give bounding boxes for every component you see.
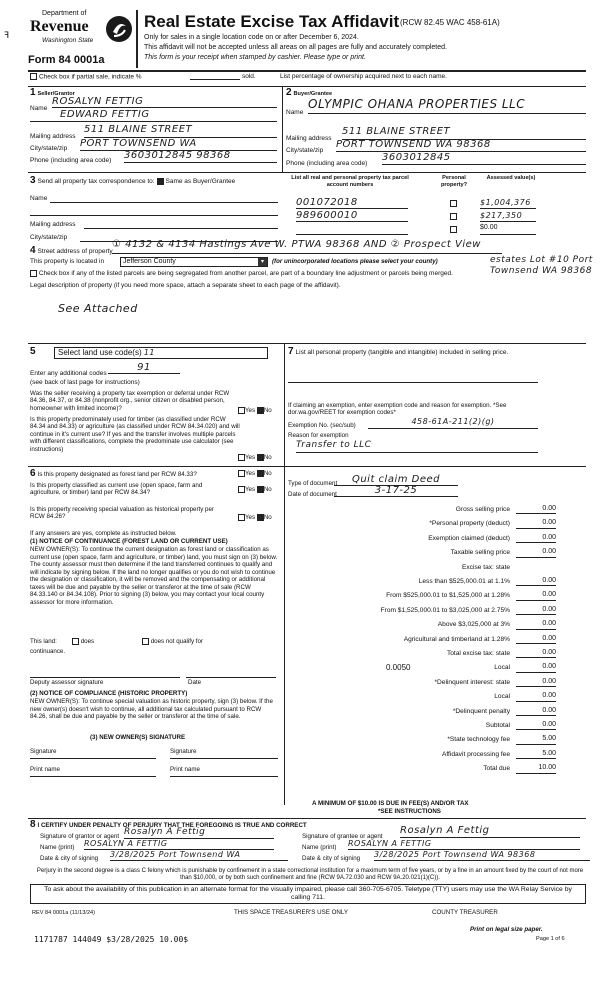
buyer-phone-label: Phone (including area code) — [286, 160, 368, 167]
local-rate: 0.0050 — [386, 663, 411, 673]
section-5-number: 5 — [30, 346, 36, 357]
owner-sig-label-2: Signature — [170, 748, 197, 755]
calc-label: Subtotal — [485, 722, 510, 729]
grantor-date-city[interactable]: 3/28/2025 Port Townsend WA — [110, 850, 288, 861]
section-7-number: 7 — [288, 346, 294, 357]
same-as-buyer-label: Same as Buyer/Grantee — [165, 178, 236, 185]
timber-no-label: No — [263, 454, 272, 462]
legal-paper-note: Print on legal size paper. — [470, 926, 543, 933]
calc-label: Total due — [483, 765, 510, 773]
corr-mailing-field[interactable] — [84, 228, 278, 229]
calc-label: Affidavit processing fee — [441, 750, 510, 758]
timber-yes-checkbox[interactable] — [238, 454, 245, 461]
ownership-note: List percentage of ownership acquired next to each name. — [280, 73, 447, 80]
does-not-checkbox[interactable] — [142, 638, 149, 645]
seller-city-label: City/state/zip — [30, 145, 68, 152]
header-divider — [136, 10, 138, 68]
grantor-name[interactable]: ROSALYN A FETTIG — [84, 839, 274, 850]
calc-amount[interactable]: 0.00 — [516, 606, 556, 615]
partial-sale-checkbox[interactable] — [30, 73, 37, 80]
col-divider-1 — [282, 86, 283, 172]
legal-description[interactable]: See Attached — [58, 302, 138, 315]
seller-name-1[interactable]: ROSALYN FETTIG — [52, 96, 277, 108]
calc-label: Agricultural and timberland at 1.28% — [403, 635, 510, 643]
located-label: This property is located in — [30, 258, 105, 265]
document-info — [288, 474, 586, 504]
seller-heading: Seller/Grantor — [37, 91, 75, 97]
doc-date-label: Date of document — [288, 491, 337, 498]
exemption-yes-no — [238, 407, 272, 415]
current-use-no-checkbox[interactable] — [257, 486, 264, 493]
current-use-yes-checkbox[interactable] — [238, 486, 245, 493]
dept-name: Revenue — [30, 18, 89, 35]
timber-yes-no — [238, 454, 272, 462]
parcel-number-3[interactable] — [296, 234, 408, 235]
historic-yes-no — [238, 514, 272, 522]
see-back-note: (see back of last page for instructions) — [30, 379, 140, 386]
calc-label: *Personal property (deduct) — [429, 520, 510, 528]
grantee-name-label: Name (print) — [302, 844, 337, 851]
deputy-signature-label: Deputy assessor signature — [30, 679, 104, 686]
parcel-table — [286, 175, 586, 247]
segregated-row — [30, 270, 500, 278]
county-treasurer-label: COUNTY TREASURER — [432, 909, 498, 916]
buyer-phone[interactable]: 3603012845 — [382, 152, 586, 165]
calc-label: Local — [494, 693, 510, 701]
owner-sig-line-2[interactable] — [170, 758, 278, 759]
calc-amount[interactable]: 0.00 — [516, 692, 556, 701]
revision-label: REV 84 0001a (11/13/24) — [32, 910, 96, 916]
revenue-swirl-icon — [104, 14, 134, 44]
additional-codes-label: Enter any additional codes — [30, 370, 107, 377]
land-use-select-value: 11 — [143, 348, 156, 357]
land-use-select[interactable] — [54, 347, 268, 359]
does-option — [72, 638, 94, 646]
street-address[interactable]: ① 4132 & 4134 Hastings Ave W. PTWA 98368 AND ② Prospect View — [112, 239, 502, 254]
calc-amount[interactable]: 0.00 — [516, 707, 556, 716]
forest-yes-no — [238, 470, 272, 478]
calc-label: From $1,525,000.01 to $3,025,000 at 2.75% — [380, 606, 510, 614]
page-number: Page 1 of 6 — [536, 936, 565, 942]
calc-amount[interactable]: 5.00 — [516, 735, 556, 744]
grantor-sig-label: Signature of grantor or agent — [40, 833, 120, 840]
calc-label: Gross selling price — [455, 506, 510, 513]
street-side-note: estates Lot #10 Port Townsend WA 98368 — [490, 255, 593, 277]
timber-yes-label: Yes — [245, 454, 256, 462]
parcel-number-1[interactable]: 001072018 — [296, 197, 408, 209]
personal-col-header: Personal property? — [440, 175, 468, 188]
calc-amount[interactable]: 10.00 — [516, 764, 556, 773]
does-not-option — [142, 638, 203, 646]
deputy-signature-line[interactable] — [30, 677, 180, 678]
calc-label: Excise tax: state — [461, 563, 510, 571]
seller-section — [30, 87, 278, 171]
calc-amount[interactable]: 0.00 — [516, 635, 556, 644]
calc-label: Exemption claimed (deduct) — [428, 534, 510, 542]
header-note-3: This form is your receipt when stamped by cashier. Please type or print. — [144, 54, 366, 61]
buyer-mailing[interactable]: 511 BLAINE STREET — [342, 126, 586, 140]
grantor-name-label: Name (print) — [40, 844, 75, 851]
segregated-label: Check box if any of the listed parcels are being segregated from another parcel, are part of a boundary line adjustment or parcels being merged. — [38, 270, 453, 278]
calc-amount[interactable]: 0.00 — [516, 663, 556, 672]
recording-stamp: 1171787 144049 $3/28/2025 10.00$ — [34, 935, 189, 944]
rule-5 — [28, 466, 586, 467]
rule-4 — [28, 343, 586, 344]
correspondence-section — [30, 175, 280, 247]
exemption-yes-label: Yes — [245, 407, 256, 415]
header-note-2: This affidavit will not be accepted unless all areas on all pages are fully and accurately completed. — [144, 44, 447, 51]
notice-1-title: (1) NOTICE OF CONTINUANCE (FOREST LAND OR CURRENT USE) — [30, 538, 228, 545]
legal-label: Legal description of property (if you need more space, attach a separate sheet to each page of the affidavit). — [30, 282, 341, 289]
rule-3 — [28, 172, 586, 173]
continuance-label: continuance. — [30, 648, 66, 655]
calc-label: Above $3,025,000 at 3% — [437, 621, 510, 629]
tax-calculation — [288, 506, 586, 776]
perjury-notice: Perjury in the second degree is a class C felony which is punishable by confinement in a state correctional institution for a maximum term of five years, or by a fine in an amount fixed by the court of not more than $10,000, or by both such confinement and fine (RCW 9A.72.030 and RCW 9A.20.021(1)(C)). — [36, 868, 584, 882]
new-owner-sig-title: (3) NEW OWNER(S) SIGNATURE — [90, 734, 186, 741]
form-number: Form 84 0001a — [28, 54, 105, 66]
exemption-no-field[interactable]: 458-61A-211(2)(g) — [368, 417, 538, 429]
historic-yes-label: Yes — [245, 514, 256, 522]
calc-amount[interactable]: 0.00 — [516, 649, 556, 658]
calc-amount[interactable]: 0.00 — [516, 505, 556, 514]
property-section — [30, 239, 593, 325]
exemption-no-label: Exemption No. (sec/sub) — [288, 422, 356, 429]
assessed-col-header: Assessed value(s) — [486, 175, 536, 181]
parcel-1-personal-checkbox[interactable] — [450, 200, 457, 207]
land-use-section — [30, 346, 282, 466]
street-label: Street address of property — [37, 248, 113, 255]
buyer-name[interactable]: OLYMPIC OHANA PROPERTIES LLC — [308, 97, 586, 114]
alternate-format-text: To ask about the availability of this publication in an alternate format for the visually impaired, please call 360-705-6705. Teletype (TTY) users may use the WA Relay Service by calling 711. — [44, 886, 572, 902]
corr-name-field[interactable] — [50, 202, 278, 203]
current-use-yes-no — [238, 486, 272, 494]
does-checkbox[interactable] — [72, 638, 79, 645]
segregated-checkbox[interactable] — [30, 270, 37, 277]
calc-amount[interactable]: 5.00 — [516, 750, 556, 759]
form-header — [18, 8, 588, 70]
exemption-no-label: No — [263, 407, 272, 415]
personal-property-section — [288, 346, 586, 466]
this-land-label: This land: — [30, 638, 57, 645]
header-rule — [28, 70, 586, 72]
current-use-question: Is this property classified as current use (open space, farm and agriculture, or timber) land per RCW 84.34? — [30, 482, 203, 497]
buyer-mailing-label: Mailing address — [286, 135, 332, 142]
forest-yes-label: Yes — [245, 470, 256, 478]
header-note-1: Only for sales in a single location code on or after December 6, 2024. — [144, 34, 359, 41]
historic-no-label: No — [263, 514, 272, 522]
additional-codes-field[interactable]: 91 — [108, 362, 180, 374]
seller-name-label: Name — [30, 105, 48, 112]
owner-print-label-2: Print name — [170, 766, 200, 773]
exemption-question: Was the seller receiving a property tax exemption or deferral under RCW 84.36, 84.37, or 84.38 (nonprofit org., senior citizen or disabled person, homeowner with limited income)? — [30, 390, 230, 412]
section-4-number: 4 — [30, 245, 36, 256]
notice-2-title: (2) NOTICE OF COMPLIANCE (HISTORIC PROPERTY) — [30, 690, 188, 697]
does-not-label: does not qualify for — [150, 638, 204, 646]
corr-extra-line[interactable] — [30, 215, 278, 216]
grantee-date-label: Date & city of signing — [302, 855, 361, 862]
correspondence-label: Send all property tax correspondence to: — [37, 178, 155, 185]
calc-label: From $525,000.01 to $1,525,000 at 1.28% — [386, 592, 510, 600]
does-label: does — [80, 638, 95, 646]
owner-print-line-2[interactable] — [170, 776, 278, 777]
timber-question: Is this property predominately used for timber (as classified under RCW 84.34 and 84.33) or agriculture (as classified under RCW 84.34.020) and will continue in it's current use? If yes and the transfer involves multiple parcels with different classifications, complete the predominate use calculator (see instructions) — [30, 416, 240, 453]
timber-no-checkbox[interactable] — [257, 454, 264, 461]
owner-print-line-1[interactable] — [30, 776, 156, 777]
calc-label: Taxable selling price — [450, 549, 510, 557]
corr-name-label: Name — [30, 195, 48, 202]
seller-city[interactable]: PORT TOWNSEND WA — [80, 138, 277, 151]
buyer-section — [286, 87, 586, 171]
state-name: Washington State — [42, 37, 94, 44]
forest-no-label: No — [263, 470, 272, 478]
calc-amount[interactable]: 0.00 — [516, 591, 556, 600]
exemption-reason-field[interactable]: Transfer to LLC — [296, 440, 538, 453]
certification-section — [30, 819, 590, 869]
historic-yes-checkbox[interactable] — [238, 514, 245, 521]
calc-amount[interactable]: 0.00 — [516, 534, 556, 543]
doc-date-field[interactable]: 3-17-25 — [334, 485, 458, 497]
notice-1-text: NEW OWNER(S): To continue the current designation as forest land or classification as current use (open space, farm and agriculture, or timber) land, you must sign on (3) below. The county assessor must then determine if the land transferred continues to qualify and will indicate by signing below. If the land no longer qualifies or you do not wish to continue the designation or classification, it will be removed and the compensating or additional taxes will be due and payable by the seller or transferor at the time of sale (RCW 84.33.140 or 84.34.108). Prior to signing (3) below, you may contact your local county assessor for more information. — [30, 546, 278, 606]
current-use-yes-label: Yes — [245, 486, 256, 494]
grantee-signature[interactable]: Rosalyn A Fettig — [400, 825, 580, 838]
calc-amount[interactable]: 0.00 — [516, 721, 556, 730]
corner-mark: ꟻ — [4, 30, 10, 40]
parcel-col-header: List all real and personal property tax parcel account numbers — [291, 175, 409, 188]
notice-2-text: NEW OWNER(S): To continue special valuation as historic property, sign (3) below. If the new owner(s) doesn't wish to continue, all additional tax calculated pursuant to RCW 84.26, shall be due and payable by the seller or transferor at the time of sale. — [30, 698, 273, 721]
calc-label: Total excise tax: state — [446, 650, 510, 657]
same-as-buyer-checkbox[interactable] — [157, 178, 164, 185]
forest-question: Is this property designated as forest land per RCW 84.33? — [37, 471, 197, 478]
parcel-value-2[interactable]: $217,350 — [480, 211, 536, 222]
parcel-value-1[interactable]: $1,004,376 — [480, 198, 536, 209]
calc-label: Less than $525,000.01 at 1.1% — [418, 578, 510, 585]
partial-sale-label: Check box if partial sale, indicate % — [38, 73, 142, 81]
corr-city-label: City/state/zip — [30, 234, 68, 241]
calc-label: *Delinquent penalty — [452, 707, 510, 715]
calc-amount[interactable]: 0.00 — [516, 678, 556, 687]
parcel-3-personal-checkbox[interactable] — [450, 226, 457, 233]
deputy-date-label: Date — [188, 679, 202, 686]
owner-sig-label-1: Signature — [30, 748, 57, 755]
calc-amount[interactable]: 0.00 — [516, 548, 556, 557]
dept-line: Department of — [42, 10, 87, 17]
buyer-city-label: City/state/zip — [286, 147, 324, 154]
calc-label: Local — [494, 664, 510, 672]
owner-sig-line-1[interactable] — [30, 758, 156, 759]
doc-type-label: Type of document — [288, 480, 338, 487]
parcel-number-2[interactable]: 989600010 — [296, 210, 408, 222]
county-select-value: Jefferson County — [123, 258, 176, 265]
seller-phone[interactable]: 3603012845 98368 — [124, 150, 277, 163]
doc-type-field[interactable]: Quit claim Deed — [334, 474, 458, 486]
personal-property-field-1[interactable] — [288, 382, 538, 383]
alternate-format-box — [30, 884, 586, 904]
treasurer-only-label: THIS SPACE TREASURER'S USE ONLY — [234, 909, 348, 916]
owner-print-label-1: Print name — [30, 766, 60, 773]
certify-statement: I CERTIFY UNDER PENALTY OF PERJURY THAT THE FOREGOING IS TRUE AND CORRECT — [37, 822, 307, 829]
forest-yes-checkbox[interactable] — [238, 470, 245, 477]
parcel-value-3[interactable]: $0.00 — [480, 224, 536, 235]
land-use-select-label: Select land use code(s) — [58, 348, 142, 357]
section-1-number: 1 — [30, 87, 36, 98]
personal-property-label: List all personal property (tangible and intangible) included in selling price. — [295, 349, 509, 356]
buyer-name-label: Name — [286, 109, 304, 116]
calc-amount[interactable]: 0.00 — [516, 620, 556, 629]
section-6-number: 6 — [30, 468, 36, 479]
current-use-no-label: No — [263, 486, 272, 494]
forest-section — [30, 468, 282, 808]
county-note: (for unincorporated locations please select your county) — [272, 258, 438, 265]
partial-sale-row — [30, 73, 586, 83]
exemption-claim-text: If claiming an exemption, enter exemption code and reason for exemption. *See dor.wa.gov/REET for exemption codes* — [288, 402, 507, 417]
buyer-city[interactable]: PORT TOWNSEND WA 98368 — [336, 139, 586, 152]
exemption-reason-label: Reason for exemption — [288, 432, 349, 439]
deputy-date-line[interactable] — [186, 677, 276, 678]
calc-amount[interactable]: 0.00 — [516, 519, 556, 528]
exemption-no-checkbox[interactable] — [257, 407, 264, 414]
dor-logo — [28, 10, 140, 60]
sold-label: sold. — [242, 73, 256, 80]
minimum-due-note: A MINIMUM OF $10.00 IS DUE IN FEE(S) AND/OR TAX — [312, 800, 469, 807]
buyer-heading: Buyer/Grantee — [293, 91, 333, 97]
grantor-signature[interactable]: Rosalyn A Fettig — [124, 827, 274, 839]
seller-phone-label: Phone (including area code) — [30, 157, 112, 164]
section-3-number: 3 — [30, 175, 36, 186]
form-title: Real Estate Excise Tax Affidavit — [144, 12, 400, 31]
corr-mailing-label: Mailing address — [30, 221, 76, 228]
forest-no-checkbox[interactable] — [257, 470, 264, 477]
exemption-yes-checkbox[interactable] — [238, 407, 245, 414]
seller-name-2[interactable]: EDWARD FETTIG — [30, 109, 277, 122]
section-8-number: 8 — [30, 819, 36, 830]
county-select[interactable] — [120, 257, 268, 267]
section-2-number: 2 — [286, 87, 292, 98]
grantor-date-label: Date & city of signing — [40, 855, 99, 862]
col-divider-2 — [284, 343, 285, 805]
if-yes-note: If any answers are yes, complete as instructed below. — [30, 530, 177, 537]
see-instructions-note: *SEE INSTRUCTIONS — [378, 808, 441, 815]
this-land-row — [30, 638, 278, 645]
parcel-2-personal-checkbox[interactable] — [450, 213, 457, 220]
partial-percent-field[interactable] — [190, 79, 240, 80]
grantee-name[interactable]: ROSALYN A FETTIG — [348, 839, 580, 850]
form-citation: (RCW 82.45 WAC 458-61A) — [400, 18, 500, 27]
historic-no-checkbox[interactable] — [257, 514, 264, 521]
calc-label: *State technology fee — [447, 736, 510, 744]
seller-mailing-label: Mailing address — [30, 133, 76, 140]
grantee-date-city[interactable]: 3/28/2025 Port Townsend WA 98368 — [374, 850, 590, 861]
calc-label: *Delinquent interest: state — [434, 678, 510, 686]
seller-mailing[interactable]: 511 BLAINE STREET — [84, 124, 277, 138]
calc-amount[interactable]: 0.00 — [516, 577, 556, 586]
chevron-down-icon: ▾ — [258, 258, 267, 266]
historic-question: Is this property receiving special valuation as historical property per RCW 84.26? — [30, 506, 214, 521]
grantee-sig-label: Signature of grantee or agent — [302, 833, 383, 840]
